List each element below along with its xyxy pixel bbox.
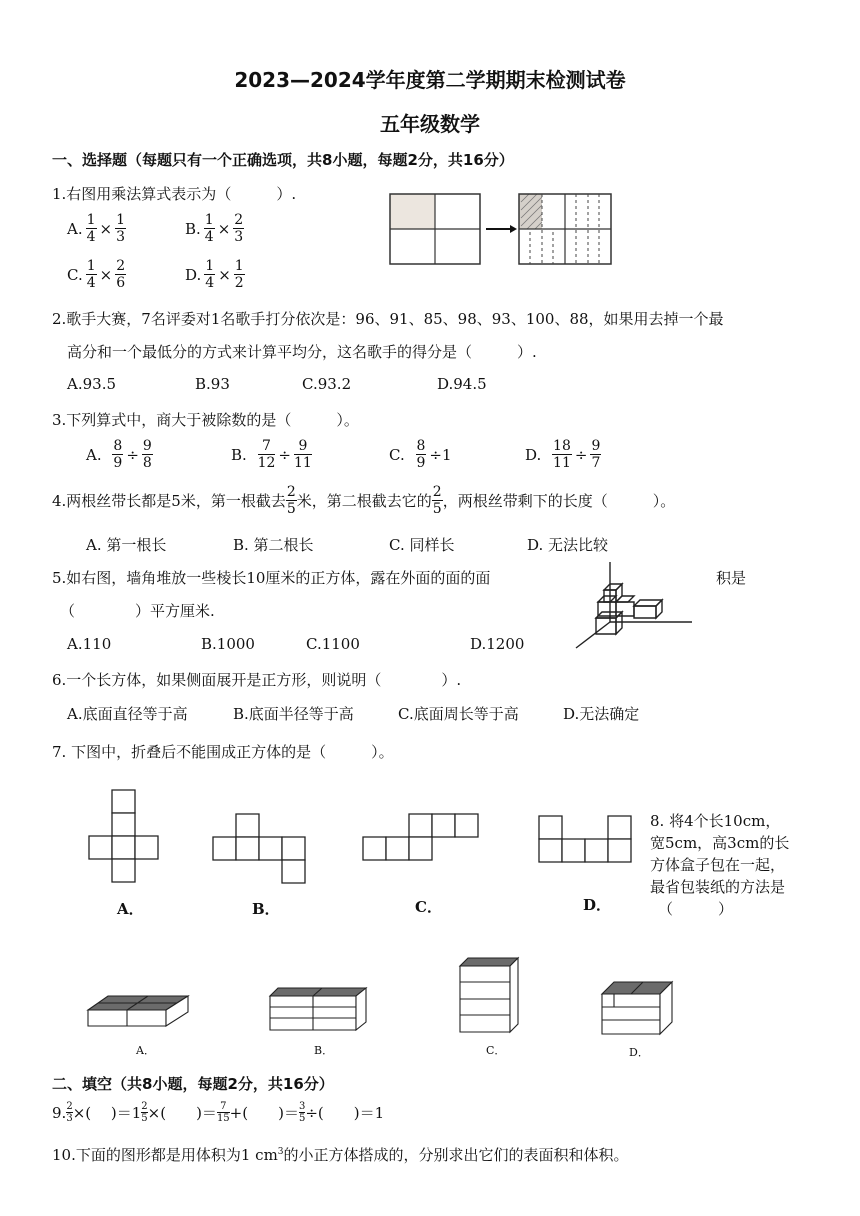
q5-option-d[interactable]: D.1200 [470,635,525,653]
q5-corner-cubes-figure [570,560,696,652]
q2-stem-line1: 2.歌手大赛，7名评委对1名歌手打分依次是：96、91、85、98、93、100、88，如果用去掉一个最 [52,310,724,328]
q4-option-c[interactable]: C. 同样长 [389,536,455,554]
section-1-heading: 一、选择题（每题只有一个正确选项，共8小题，每题2分，共16分） [52,151,514,169]
q1-option-b[interactable] [185,212,244,245]
q8-label-a: A． [136,1044,155,1057]
q3-option-c[interactable] [389,438,452,471]
q1-option-c[interactable] [67,258,126,291]
q2-option-d[interactable]: D.94.5 [437,375,487,393]
fraction: $\frac{2}{3}$ [234,212,244,245]
q6-option-b[interactable]: B.底面半径等于高 [233,705,354,723]
operator: × [99,219,113,238]
operator: × [99,265,113,284]
q8-label-c: C． [486,1044,506,1057]
q2-option-c[interactable]: C.93.2 [302,375,352,393]
q5-stem-line1-tail: 积是 [716,569,747,587]
fraction: $\frac{1}{4}$ [205,258,215,291]
fraction: $\frac{9}{11}$ [293,438,312,471]
operator: ÷ [574,445,588,464]
q8-option-d-figure[interactable] [600,980,674,1036]
fraction: 7 15 [216,1101,230,1124]
fraction: $\frac{2}{5}$ [286,484,296,517]
fraction: $\frac{3}{5}$ [298,1101,306,1124]
q6-option-c[interactable]: C.底面周长等于高 [398,705,519,723]
q7-stem: 7. 下图中，折叠后不能围成正方体的是（ ）。 [52,743,394,761]
q5-option-c[interactable]: C.1100 [306,635,360,653]
q7-label-d: D． [583,896,612,914]
q6-option-d[interactable]: D.无法确定 [563,705,640,723]
operator: × [217,219,231,238]
operator: ÷1 [429,445,452,464]
option-label: D. [185,265,202,284]
section-2-heading: 二、填空（共8小题，每题2分，共16分） [52,1075,334,1093]
q7-label-a: A． [117,900,144,918]
q6-option-a[interactable]: A.底面直径等于高 [67,705,188,723]
q7-label-c: C． [415,898,442,916]
fraction: $\frac{1}{4}$ [86,258,96,291]
q1-stem: 1.右图用乘法算式表示为（ ）. [52,185,297,203]
fraction: $\frac{1}{3}$ [116,212,126,245]
fraction: $\frac{2}{5}$ [141,1101,148,1124]
fraction: $\frac{8}{9}$ [113,438,123,471]
q5-option-a[interactable]: A.110 [67,635,112,653]
fraction: $\frac{9}{8}$ [142,438,152,471]
fraction: $\frac{1}{2}$ [234,258,244,291]
q2-option-b[interactable]: B.93 [195,375,230,393]
q5-stem-line1: 5.如右图，墙角堆放一些棱长10厘米的正方体，露在外面的面的面 [52,569,491,587]
fraction: $\frac{2}{3}$ [66,1101,73,1124]
q7-net-d[interactable] [538,814,634,866]
page-title: 2023—2024学年度第二学期期末检测试卷 [234,68,626,92]
option-label: C. [389,445,405,464]
operator: ÷ [126,445,139,464]
q8-option-a-figure[interactable] [86,994,190,1030]
q7-net-b[interactable] [212,812,308,886]
q6-stem: 6.一个长方体，如果侧面展开是正方形，则说明（ ）. [52,671,462,689]
q9-equation: 9. $\frac{2}{3}$ ×( )＝1 $\frac{2}{5}$ ×( )＝ 7 15 +( )＝ $\frac{3}{5}$ ÷( )＝1 [52,1101,385,1124]
q5-option-b[interactable]: B.1000 [201,635,255,653]
q1-option-d[interactable] [185,258,245,291]
fraction: $\frac{9}{7}$ [591,438,601,471]
operator: ÷ [278,445,291,464]
option-label: A. [86,445,102,464]
q8-label-d: D． [629,1046,649,1059]
q4-option-d[interactable]: D. 无法比较 [527,536,609,554]
option-label: D. [525,445,542,464]
q3-option-b[interactable] [231,438,312,471]
q8-option-c-figure[interactable] [458,956,520,1034]
q5-stem-line2: （ ）平方厘米. [60,602,215,620]
q2-stem-line2: 高分和一个最低分的方式来计算平均分，这名歌手的得分是（ ）. [67,343,537,361]
fraction: $\frac{8}{9}$ [416,438,426,471]
q1-rectangle-figure [388,192,614,268]
q3-option-a[interactable] [86,438,153,471]
q8-option-b-figure[interactable] [268,986,368,1032]
option-label: B. [231,445,247,464]
q4-option-b[interactable]: B. 第二根长 [233,536,314,554]
fraction: $\frac{1}{4}$ [86,212,96,245]
q7-label-b: B． [252,900,280,918]
q4-stem: 4.两根丝带长都是5米，第一根截去 $\frac{2}{5}$ 米，第二根截去它的 $\frac{2}{5}$ ，两根丝带剩下的长度（ ）。 [52,484,676,517]
q8-label-b: B． [314,1044,334,1057]
q2-option-a[interactable]: A.93.5 [67,375,116,393]
fraction: $\frac{18}{11}$ [553,438,571,471]
fraction: $\frac{1}{4}$ [204,212,214,245]
option-label: B. [185,219,201,238]
q3-stem: 3.下列算式中，商大于被除数的是（ ）。 [52,411,359,429]
q1-option-a[interactable] [67,212,126,245]
floor-edge-front [576,622,610,648]
option-label: C. [67,265,83,284]
q3-option-d[interactable] [525,438,601,471]
q4-option-a[interactable]: A. 第一根长 [86,536,167,554]
operator: × [218,265,231,284]
page-subtitle: 五年级数学 [380,112,480,136]
q7-net-c[interactable] [362,812,482,864]
q8-stem: 8. 将4个长10cm， 宽5cm，高3cm的长 方体盒子包在一起， 最省包装纸的方法是 （ ） [650,812,790,918]
fraction: $\frac{2}{5}$ [432,484,442,517]
fraction: $\frac{7}{12}$ [257,438,276,471]
q10-stem: 10.下面的图形都是用体积为1 $cm^3$的小正方体搭成的，分别求出它们的表面积和体积。 [52,1146,629,1164]
fraction: $\frac{2}{6}$ [116,258,126,291]
q7-net-a[interactable] [88,788,160,886]
option-label: A. [67,219,83,238]
shaded-part [390,194,435,229]
